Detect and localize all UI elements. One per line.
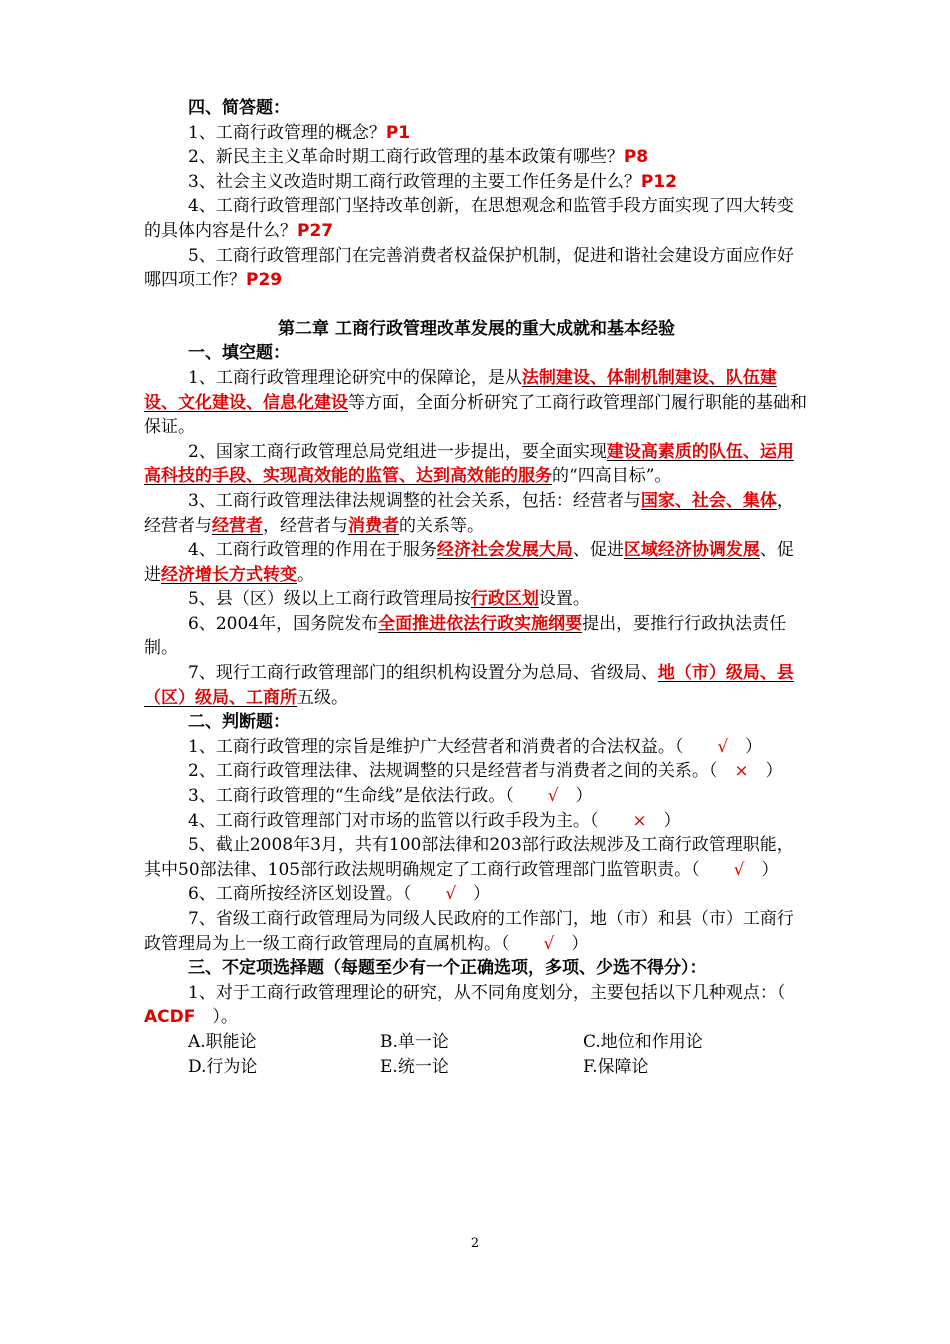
- option-c: C.地位和作用论: [583, 1031, 703, 1052]
- cross-mark-icon: ×: [632, 810, 647, 831]
- judge-item-6: 6、工商所按经济区划设置。（ √ ）: [188, 884, 491, 905]
- option-d: D.行为论: [188, 1056, 258, 1077]
- short-answer-1: 1、工商行政管理的概念？P1: [188, 122, 411, 143]
- short-answer-3: 3、社会主义改造时期工商行政管理的主要工作任务是什么？P12: [188, 171, 677, 192]
- section-heading-multiple-choice: 三、不定项选择题（每题至少有一个正确选项，多项、少选不得分）：: [188, 958, 707, 979]
- fill-question-2: 2、国家工商行政管理总局党组进一步提出，要全面实现建设高素质的队伍、运用高科技的手段、实现高效能的监管、达到高效能的服务的“四高目标”。: [144, 441, 794, 487]
- option-b: B.单一论: [380, 1031, 449, 1052]
- fill-question-1: 1、工商行政管理理论研究中的保障论，是从法制建设、体制机制建设、队伍建设、文化建设、信息化建设等方面，全面分析研究了工商行政管理部门履行职能的基础和保证。: [144, 367, 807, 438]
- short-answer-4: 4、工商行政管理部门坚持改革创新，在思想观念和监管手段方面实现了四大转变的具体内容是什么？P27: [144, 196, 794, 241]
- fill-question-5: 5、县（区）级以上工商行政管理局按行政区划设置。: [188, 589, 590, 610]
- section-heading-short-answer: 四、简答题：: [188, 98, 290, 118]
- check-mark-icon: √: [445, 884, 457, 905]
- page-content: [144, 96, 809, 1079]
- option-a: A.职能论: [188, 1031, 257, 1052]
- option-f: F.保障论: [583, 1056, 649, 1077]
- check-mark-icon: √: [733, 859, 745, 880]
- check-mark-icon: √: [547, 786, 559, 807]
- check-mark-icon: √: [717, 736, 729, 757]
- chapter-title: 第二章 工商行政管理改革发展的重大成就和基本经验: [278, 318, 675, 339]
- short-answer-2: 2、新民主主义革命时期工商行政管理的基本政策有哪些？P8: [188, 147, 649, 168]
- judge-item-3: 3、工商行政管理的“生命线”是依法行政。（ √ ）: [188, 786, 593, 807]
- page-number: 2: [470, 1236, 480, 1251]
- section-heading-true-false: 二、判断题：: [188, 712, 290, 733]
- choice-question-1: 1、对于工商行政管理理论的研究，从不同角度划分，主要包括以下几种观点：（ ACDF ）。: [144, 982, 786, 1028]
- fill-question-4: 4、工商行政管理的作用在于服务经济社会发展大局、促进区域经济协调发展、促进经济增长方式转变。: [144, 540, 794, 585]
- judge-item-1: 1、工商行政管理的宗旨是维护广大经营者和消费者的合法权益。（ √ ）: [188, 736, 763, 757]
- fill-question-7: 7、现行工商行政管理部门的组织机构设置分为总局、省级局、地（市）级局、县（区）级局、工商所五级。: [144, 663, 794, 708]
- judge-item-7: 7、省级工商行政管理局为同级人民政府的工作部门，地（市）和县（市）工商行政管理局为上一级工商行政管理局的直属机构。（ √ ）: [144, 909, 794, 954]
- judge-item-5: 5、截止2008年3月，共有100部法律和203部行政法规涉及工商行政管理职能，其中50部法律、105部行政法规明确规定了工商行政管理部门监管职责。（ √ ）: [144, 835, 794, 880]
- section-heading-fill-in: 一、填空题：: [188, 343, 290, 364]
- option-e: E.统一论: [380, 1056, 449, 1077]
- short-answer-5: 5、工商行政管理部门在完善消费者权益保护机制，促进和谐社会建设方面应作好哪四项工作？P29: [144, 245, 794, 291]
- fill-question-3: 3、工商行政管理法律法规调整的社会关系，包括：经营者与国家、社会、集体，经营者与经营者，经营者与消费者的关系等。: [144, 490, 794, 536]
- judge-item-4: 4、工商行政管理部门对市场的监管以行政手段为主。（ × ）: [188, 810, 681, 831]
- choice-options: [144, 1030, 809, 1079]
- cross-mark-icon: ×: [734, 761, 749, 782]
- fill-question-6: 6、2004年，国务院发布全面推进依法行政实施纲要提出，要推行行政执法责任制。: [144, 613, 787, 659]
- check-mark-icon: √: [543, 933, 555, 954]
- judge-item-2: 2、工商行政管理法律、法规调整的只是经营者与消费者之间的关系。（ × ）: [188, 761, 783, 782]
